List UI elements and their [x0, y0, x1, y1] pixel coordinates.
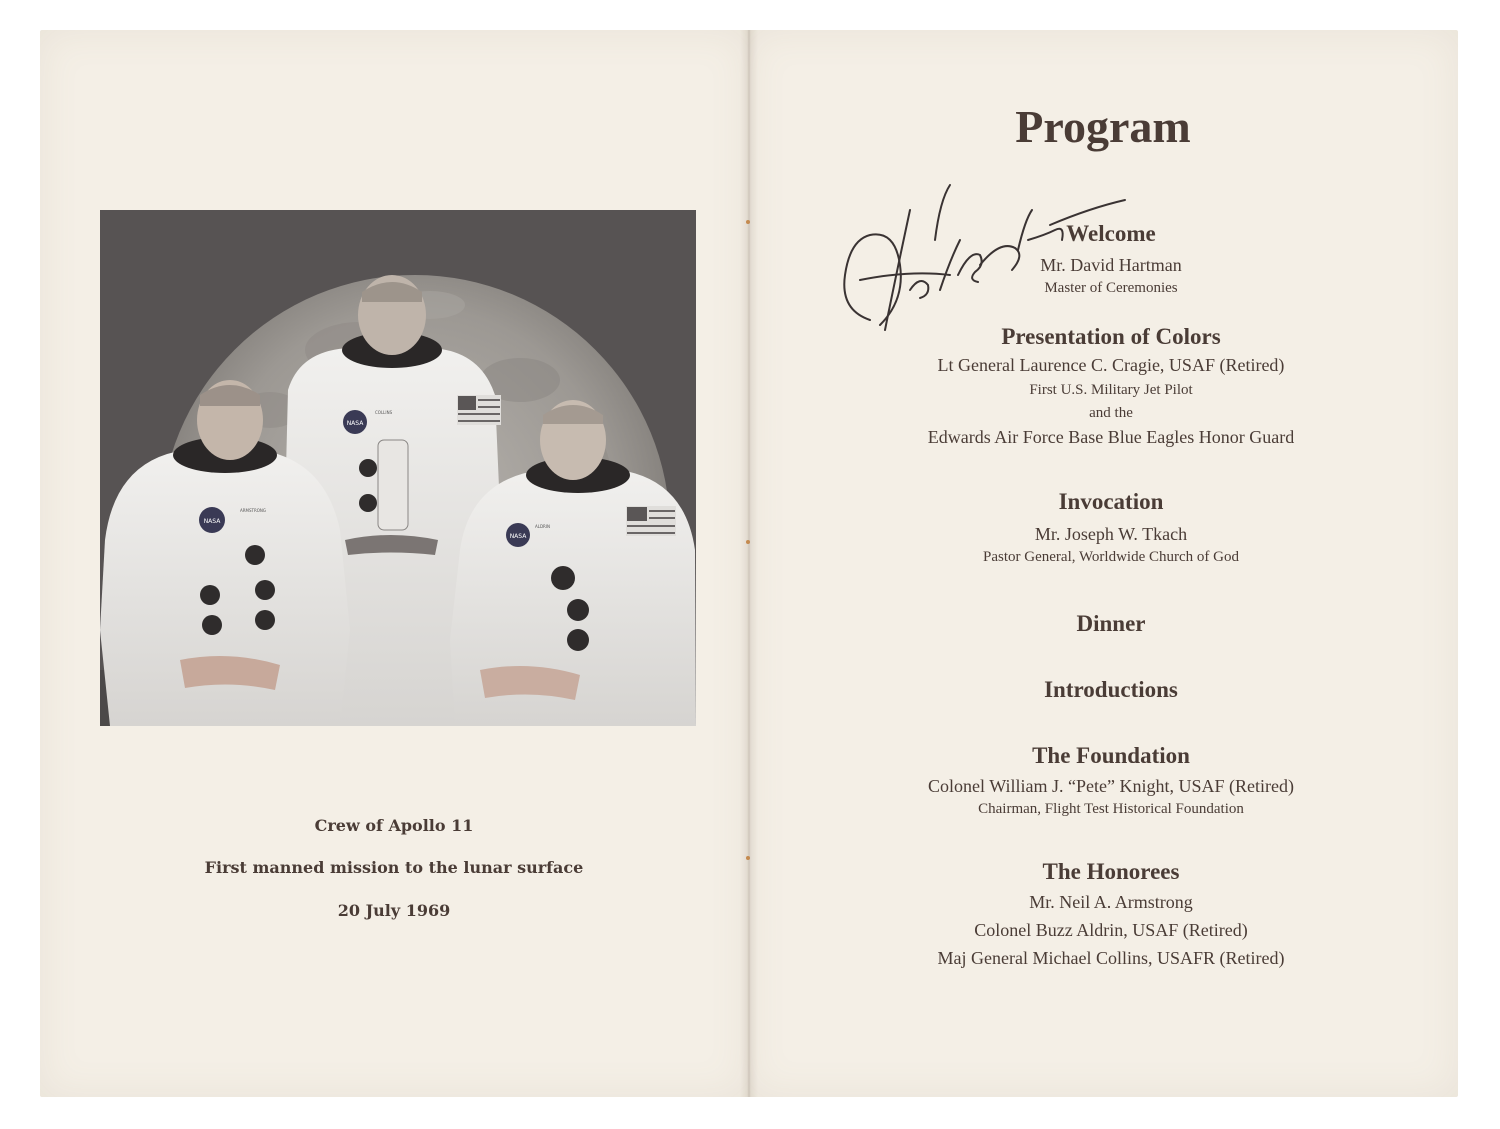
- section-heading-introductions: Introductions: [1044, 677, 1178, 702]
- nasa-logo-center: NASA: [346, 420, 364, 427]
- honoree-collins: Maj General Michael Collins, USAFR (Retired): [937, 948, 1285, 968]
- welcome-role: Master of Ceremonies: [1044, 280, 1178, 296]
- honoree-aldrin: Colonel Buzz Aldrin, USAF (Retired): [974, 920, 1248, 940]
- nasa-logo-right: NASA: [509, 533, 527, 540]
- autograph-signature: [800, 180, 1130, 340]
- foundation-role: Chairman, Flight Test Historical Foundation: [978, 801, 1244, 817]
- honoree-armstrong: Mr. Neil A. Armstrong: [1029, 892, 1193, 912]
- section-heading-invocation: Invocation: [1058, 489, 1164, 514]
- section-heading-honorees: The Honorees: [1042, 859, 1180, 884]
- name-tag-collins: COLLINS: [375, 410, 393, 415]
- name-tag-aldrin: ALDRIN: [535, 524, 550, 529]
- caption-date: 20 July 1969: [337, 901, 451, 920]
- invocation-role: Pastor General, Worldwide Church of God: [983, 549, 1239, 565]
- invocation-name: Mr. Joseph W. Tkach: [1034, 524, 1188, 544]
- welcome-name: Mr. David Hartman: [1040, 255, 1182, 275]
- name-tag-armstrong: ARMSTRONG: [240, 508, 266, 513]
- staple-middle: [746, 540, 750, 544]
- colors-name: Lt General Laurence C. Cragie, USAF (Retired): [937, 355, 1285, 375]
- section-heading-foundation: The Foundation: [1032, 743, 1190, 768]
- nasa-logo-left: NASA: [203, 518, 221, 525]
- crew-photo: [100, 210, 696, 726]
- foundation-name: Colonel William J. “Pete” Knight, USAF (Retired): [928, 776, 1294, 796]
- colors-role: First U.S. Military Jet Pilot: [1029, 382, 1193, 398]
- section-heading-dinner: Dinner: [1076, 611, 1146, 636]
- program-title: Program: [1015, 101, 1191, 152]
- caption-title: Crew of Apollo 11: [314, 816, 474, 835]
- section-heading-welcome: Welcome: [1066, 221, 1156, 246]
- caption-subtitle: First manned mission to the lunar surface: [204, 858, 584, 877]
- colors-and: and the: [1089, 405, 1133, 421]
- section-heading-colors: Presentation of Colors: [1001, 324, 1221, 349]
- colors-honor-guard: Edwards Air Force Base Blue Eagles Honor Guard: [927, 427, 1295, 447]
- staple-top: [746, 220, 750, 224]
